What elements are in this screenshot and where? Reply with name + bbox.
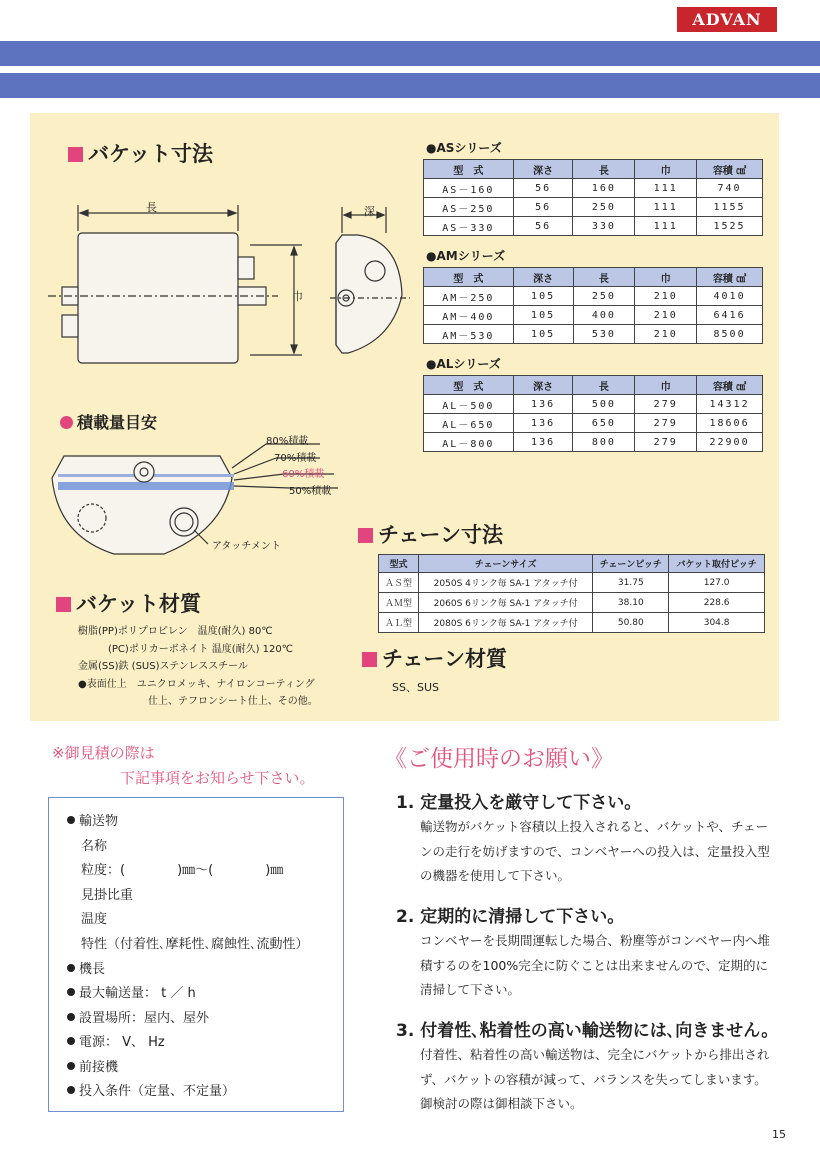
table-cell: 111 <box>635 198 697 217</box>
table-cell: 127.0 <box>669 573 765 593</box>
col-header: チェーンサイズ <box>418 555 593 573</box>
req-item <box>67 982 196 1001</box>
table-cell: AS－160 <box>424 179 514 198</box>
table-cell: 210 <box>635 287 697 306</box>
col-header: 巾 <box>635 160 697 179</box>
chain-table <box>378 554 765 633</box>
bucket-dims-heading <box>68 138 213 168</box>
table-cell: 136 <box>513 433 573 452</box>
table-cell: 4010 <box>697 287 763 306</box>
table-cell: 279 <box>635 414 697 433</box>
table-cell: 1155 <box>697 198 763 217</box>
heading-text: バケット材質 <box>76 592 201 616</box>
req-text: 粒度：( )㎜～( )㎜ <box>81 863 284 878</box>
table-cell: AL－800 <box>424 433 514 452</box>
page-number: 15 <box>772 1128 786 1141</box>
load-80-label: 80%積載 <box>266 436 309 447</box>
table-cell: 2060S 6リンク毎 SA-1 アタッチ付 <box>418 593 593 613</box>
table-cell: 22900 <box>697 433 763 452</box>
table-cell: ＡＳ型 <box>379 573 419 593</box>
col-header: 長 <box>573 376 635 395</box>
heading-text: バケット寸法 <box>88 142 213 166</box>
table-cell: AM－250 <box>424 287 514 306</box>
table-row <box>424 414 763 433</box>
table-row <box>424 198 763 217</box>
header-stripe-top <box>0 41 820 66</box>
table-cell: 56 <box>513 179 573 198</box>
rule-1-body: 輸送物がバケット容積以上投入されると、バケットや、チェーンの走行を妨げますので、コンベヤーへの投入は、定量投入型の機器を使用して下さい。 <box>420 819 770 883</box>
load-70-label: 70%積載 <box>274 453 317 464</box>
req-text: 投入条件（定量、不定量） <box>79 1084 236 1099</box>
table-cell: 2050S 4リンク毎 SA-1 アタッチ付 <box>418 573 593 593</box>
quote-note-line1: ※御見積の際は <box>52 744 155 762</box>
table-cell: 8500 <box>697 325 763 344</box>
square-bullet-icon <box>358 528 373 543</box>
bullet-icon <box>67 964 75 972</box>
req-item <box>67 810 118 829</box>
width-label: 巾 <box>292 290 303 303</box>
spec-table-al <box>423 375 763 452</box>
req-text: 機長 <box>79 962 106 977</box>
round-bullet-icon <box>60 416 73 429</box>
requirements-box <box>48 797 344 1112</box>
table-cell: ＡＬ型 <box>379 613 419 633</box>
col-header: 容積 ㎤ <box>697 376 763 395</box>
bullet-icon <box>67 1037 75 1045</box>
table-cell: 279 <box>635 433 697 452</box>
bullet-icon <box>67 1013 75 1021</box>
square-bullet-icon <box>362 652 377 667</box>
col-header: 容積 ㎤ <box>697 268 763 287</box>
heading-text: チェーン材質 <box>382 647 507 671</box>
req-text: 最大輸送量： t ／ h <box>79 986 196 1001</box>
material-line: 樹脂(PP)ポリプロピレン 温度(耐久) 80℃ <box>78 626 273 637</box>
col-header: 深さ <box>513 376 573 395</box>
table-cell: 6416 <box>697 306 763 325</box>
col-header: チェーンピッチ <box>593 555 669 573</box>
req-item <box>81 908 107 927</box>
table-cell: AM－530 <box>424 325 514 344</box>
table-cell: 111 <box>635 217 697 236</box>
table-cell: ＡＭ型 <box>379 593 419 613</box>
bullet-icon <box>67 1062 75 1070</box>
series-title-as: ●ASシリーズ <box>426 141 502 155</box>
rule-3-heading: 3. 付着性､粘着性の高い輸送物には､向きません。 <box>396 1021 779 1041</box>
table-cell: 105 <box>513 287 573 306</box>
load-60-label: 60%積載 <box>282 469 325 480</box>
load-50-label: 50%積載 <box>289 486 332 497</box>
table-row <box>379 573 765 593</box>
req-text: 設置場所：屋内、屋外 <box>79 1011 210 1026</box>
req-item <box>67 1080 235 1099</box>
table-cell: 136 <box>513 395 573 414</box>
req-item <box>81 859 283 878</box>
square-bullet-icon <box>68 147 83 162</box>
table-cell: 250 <box>573 198 635 217</box>
table-cell: 740 <box>697 179 763 198</box>
table-cell: 160 <box>573 179 635 198</box>
req-item <box>67 1031 165 1050</box>
req-text: 電源： V、 Hz <box>79 1035 165 1050</box>
table-cell: AL－500 <box>424 395 514 414</box>
table-cell: 800 <box>573 433 635 452</box>
req-item <box>81 835 107 854</box>
col-header: バケット取付ピッチ <box>669 555 765 573</box>
table-cell: 228.6 <box>669 593 765 613</box>
table-cell: 136 <box>513 414 573 433</box>
attachment-label: アタッチメント <box>212 541 281 552</box>
series-title-am: ●AMシリーズ <box>426 249 506 263</box>
col-header: 巾 <box>635 376 697 395</box>
table-cell: AL－650 <box>424 414 514 433</box>
quote-note-line2: 下記事項をお知らせ下さい。 <box>120 769 315 787</box>
req-text: 温度 <box>81 912 108 927</box>
table-row <box>424 395 763 414</box>
table-cell: 210 <box>635 325 697 344</box>
col-header: 容積 ㎤ <box>697 160 763 179</box>
table-cell: AS－250 <box>424 198 514 217</box>
table-cell: 56 <box>513 217 573 236</box>
table-cell: 14312 <box>697 395 763 414</box>
table-cell: 38.10 <box>593 593 669 613</box>
table-cell: 105 <box>513 325 573 344</box>
bucket-material-heading <box>56 588 201 618</box>
req-text: 名称 <box>81 839 108 854</box>
rule-2-body: コンベヤーを長期間運転した場合、粉塵等がコンベヤー内へ堆積するのを100%完全に防ぐことは出来ませんので、定期的に清掃して下さい。 <box>420 933 771 997</box>
depth-label: 深 <box>364 205 375 218</box>
material-line: 金属(SS)鉄 (SUS)ステンレススチール <box>78 661 248 672</box>
brand-logo: ADVAN <box>677 7 777 32</box>
table-cell: 31.75 <box>593 573 669 593</box>
col-header: 型 式 <box>424 160 514 179</box>
table-cell: 650 <box>573 414 635 433</box>
req-item <box>81 933 309 952</box>
table-cell: 111 <box>635 179 697 198</box>
col-header: 長 <box>573 160 635 179</box>
col-header: 深さ <box>513 268 573 287</box>
table-row <box>424 217 763 236</box>
table-cell: 56 <box>513 198 573 217</box>
rule-1-heading: 1. 定量投入を厳守して下さい。 <box>396 793 642 813</box>
length-label: 長 <box>146 201 157 214</box>
req-text: 輸送物 <box>79 814 119 829</box>
col-header: 長 <box>573 268 635 287</box>
table-row <box>379 593 765 613</box>
table-row <box>424 179 763 198</box>
table-cell: AM－400 <box>424 306 514 325</box>
req-text: 見掛比重 <box>81 888 134 903</box>
col-header: 型式 <box>379 555 419 573</box>
chain-material-text: SS、SUS <box>392 681 439 694</box>
table-cell: 50.80 <box>593 613 669 633</box>
col-header: 巾 <box>635 268 697 287</box>
table-cell: 330 <box>573 217 635 236</box>
req-item <box>67 1056 118 1075</box>
table-row <box>379 613 765 633</box>
rule-2-heading: 2. 定期的に清掃して下さい。 <box>396 907 625 927</box>
table-row <box>424 306 763 325</box>
table-cell: 18606 <box>697 414 763 433</box>
bullet-icon <box>67 988 75 996</box>
table-cell: 1525 <box>697 217 763 236</box>
table-cell: 105 <box>513 306 573 325</box>
rule-3-body: 付着性、粘着性の高い輸送物は、完全にバケットから排出されず、バケットの容積が減って、バランスを失ってしまいます。御検討の際は御相談下さい。 <box>420 1047 770 1111</box>
bucket-dimension-drawing <box>40 195 420 375</box>
col-header: 深さ <box>513 160 573 179</box>
req-text: 前接機 <box>79 1060 119 1075</box>
table-cell: AS－330 <box>424 217 514 236</box>
table-cell: 210 <box>635 306 697 325</box>
req-item <box>67 1007 209 1026</box>
req-text: 特性（付着性､摩耗性､腐蝕性､流動性） <box>81 937 309 952</box>
series-title-al: ●ALシリーズ <box>426 357 501 371</box>
req-item <box>67 958 105 977</box>
table-row <box>424 287 763 306</box>
table-row <box>424 325 763 344</box>
table-cell: 250 <box>573 287 635 306</box>
table-cell: 530 <box>573 325 635 344</box>
square-bullet-icon <box>56 597 71 612</box>
table-row <box>424 433 763 452</box>
bullet-icon <box>67 816 75 824</box>
chain-dims-heading <box>358 519 503 549</box>
req-item <box>81 884 133 903</box>
material-line: ●表面仕上 ユニクロメッキ、ナイロンコーティング <box>78 679 315 690</box>
spec-table-am <box>423 267 763 344</box>
table-cell: 279 <box>635 395 697 414</box>
heading-text: チェーン寸法 <box>378 523 503 547</box>
bullet-icon <box>67 1086 75 1094</box>
col-header: 型 式 <box>424 376 514 395</box>
material-line: 仕上、テフロンシート仕上、その他。 <box>148 696 318 707</box>
heading-text: 積載量目安 <box>77 413 158 432</box>
usage-title: 《ご使用時のお願い》 <box>384 746 614 772</box>
table-cell: 400 <box>573 306 635 325</box>
chain-material-heading <box>362 643 507 673</box>
spec-table-as <box>423 159 763 236</box>
table-cell: 2080S 6リンク毎 SA-1 アタッチ付 <box>418 613 593 633</box>
material-line: (PC)ポリカーボネイト 温度(耐久) 120℃ <box>108 644 293 655</box>
header-stripe-bottom <box>0 73 820 98</box>
col-header: 型 式 <box>424 268 514 287</box>
table-cell: 500 <box>573 395 635 414</box>
table-cell: 304.8 <box>669 613 765 633</box>
